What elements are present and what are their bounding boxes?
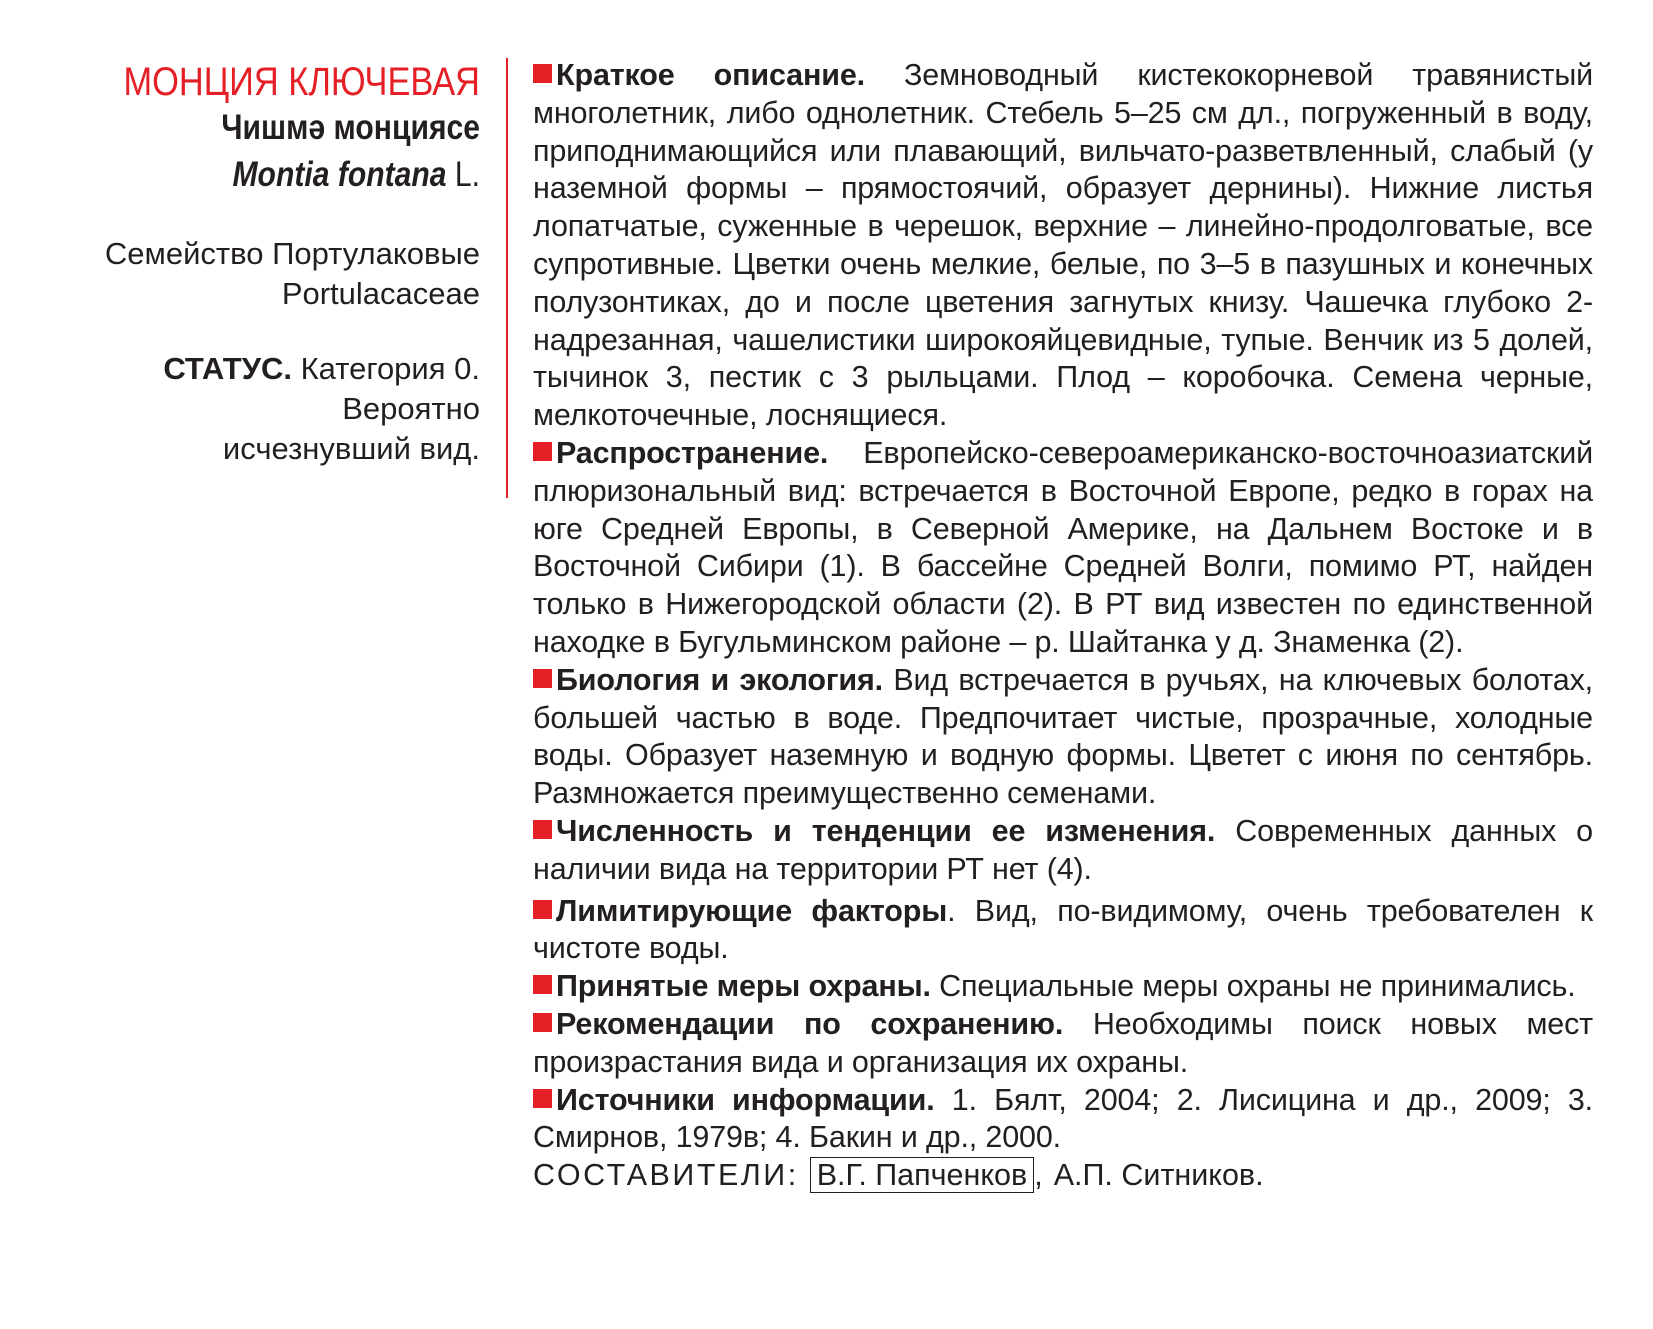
section-distribution — [533, 435, 1593, 662]
section-heading: Принятые меры охраны. — [556, 969, 931, 1004]
section-limiting-factors — [533, 893, 1593, 969]
vertical-divider — [506, 58, 508, 498]
compiler-name-boxed: В.Г. Папченков — [810, 1157, 1035, 1193]
article-body — [533, 57, 1593, 1195]
section-text: Современных данных о наличии вида на территории РТ нет (4). — [533, 813, 1593, 886]
section-text: . Вид, по-видимому, очень требователен к чистоте воды. — [533, 893, 1593, 966]
species-name-ru: МОНЦИЯ КЛЮЧЕВАЯ — [123, 60, 480, 104]
red-square-bullet-icon — [533, 669, 552, 688]
status-category: Категория 0. — [300, 351, 480, 386]
section-text: Европейско-североамериканско-восточноазиатский плюризональный вид: встречается в Восточной Европе, редко в горах на юге Средней Европы, в Северной Америке, на Дальнем Востоке и в Восточной Сибири (1). В бассейне Средней Волги, помимо РТ, найден только в Нижегородской области (2). В РТ вид известен по единственной находке в Бугульминском районе – р. Шайтанка у д. Знаменка (2). — [533, 435, 1593, 659]
red-square-bullet-icon — [533, 64, 552, 83]
compiler-name: А.П. Ситников. — [1053, 1158, 1264, 1193]
section-text: Вид встречается в ручьях, на ключевых болотах, большей частью в воде. Предпочитает чистые, прозрачные, холодные воды. Образует наземную и водную формы. Цветет с июня по сентябрь. Размножается преимущественно семенами. — [533, 662, 1593, 811]
status-label: СТАТУС. — [163, 351, 292, 386]
section-text: Специальные меры охраны не принимались. — [939, 969, 1576, 1004]
section-text: 1. Бялт, 2004; 2. Лисицина и др., 2009; 3. Смирнов, 1979в; 4. Бакин и др., 2000. — [533, 1082, 1593, 1155]
section-heading: Распространение. — [556, 435, 829, 470]
section-measures — [533, 968, 1593, 1006]
family-name-latin: Portulacaceae — [281, 276, 480, 311]
family-name-ru: Семейство Портулаковые — [104, 236, 480, 271]
section-text: Необходимы поиск новых мест произрастания вида и организация их охраны. — [533, 1006, 1594, 1079]
section-sources — [533, 1082, 1593, 1158]
status-line-1 — [40, 349, 480, 389]
compiler-separator: , — [1034, 1158, 1043, 1193]
status-line-3: исчезнувший вид. — [222, 431, 480, 466]
red-square-bullet-icon — [533, 900, 552, 919]
section-heading: Краткое описание. — [556, 58, 865, 92]
red-square-bullet-icon — [533, 975, 552, 994]
red-square-bullet-icon — [533, 442, 552, 461]
family-block — [40, 234, 480, 314]
red-square-bullet-icon — [533, 1013, 552, 1032]
author-abbrev: L. — [454, 155, 480, 194]
section-heading: Численность и тенденции ее изменения. — [556, 813, 1216, 848]
section-heading: Лимитирующие факторы — [556, 893, 948, 928]
section-recommendations — [533, 1006, 1593, 1082]
section-biology — [533, 662, 1593, 813]
section-text: Земноводный кистекокорневой травянистый многолетник, либо однолетник. Стебель 5–25 см дл., погруженный в воду, приподнимающийся или плавающий, вильчато-разветвленный, слабый (у наземной формы – прямостоячий, образует дернины). Нижние листья лопатчатые, суженные в черешок, верхние – линейно-продолговатые, все супротивные. Цветки очень мелкие, белые, по 3–5 в пазушных и конечных полузонтиках, до и после цветения загнутых книзу. Чашечка глубоко 2-надрезанная, чашелистики широкояйцевидные, тупые. Венчик из 5 долей, тычинок 3, пестик с 3 рыльцами. Плод – коробочка. Семена черные, мелкоточечные, лоснящиеся. — [533, 58, 1593, 433]
section-abundance — [533, 813, 1593, 889]
latin-binomial: Montia fontana — [232, 155, 447, 194]
species-name-latin — [102, 151, 480, 198]
section-heading: Биология и экология. — [556, 662, 884, 697]
section-heading: Рекомендации по сохранению. — [556, 1006, 1064, 1041]
species-header — [40, 60, 480, 469]
status-line-2: Вероятно — [342, 391, 480, 426]
species-name-tt: Чишмә монциясе — [221, 108, 480, 147]
section-heading: Источники информации. — [556, 1082, 935, 1117]
compilers-label: СОСТАВИТЕЛИ: — [533, 1158, 799, 1193]
section-description — [533, 57, 1593, 435]
red-square-bullet-icon — [533, 820, 552, 839]
red-square-bullet-icon — [533, 1089, 552, 1108]
status-block — [40, 349, 480, 469]
compilers-line — [533, 1157, 1593, 1195]
